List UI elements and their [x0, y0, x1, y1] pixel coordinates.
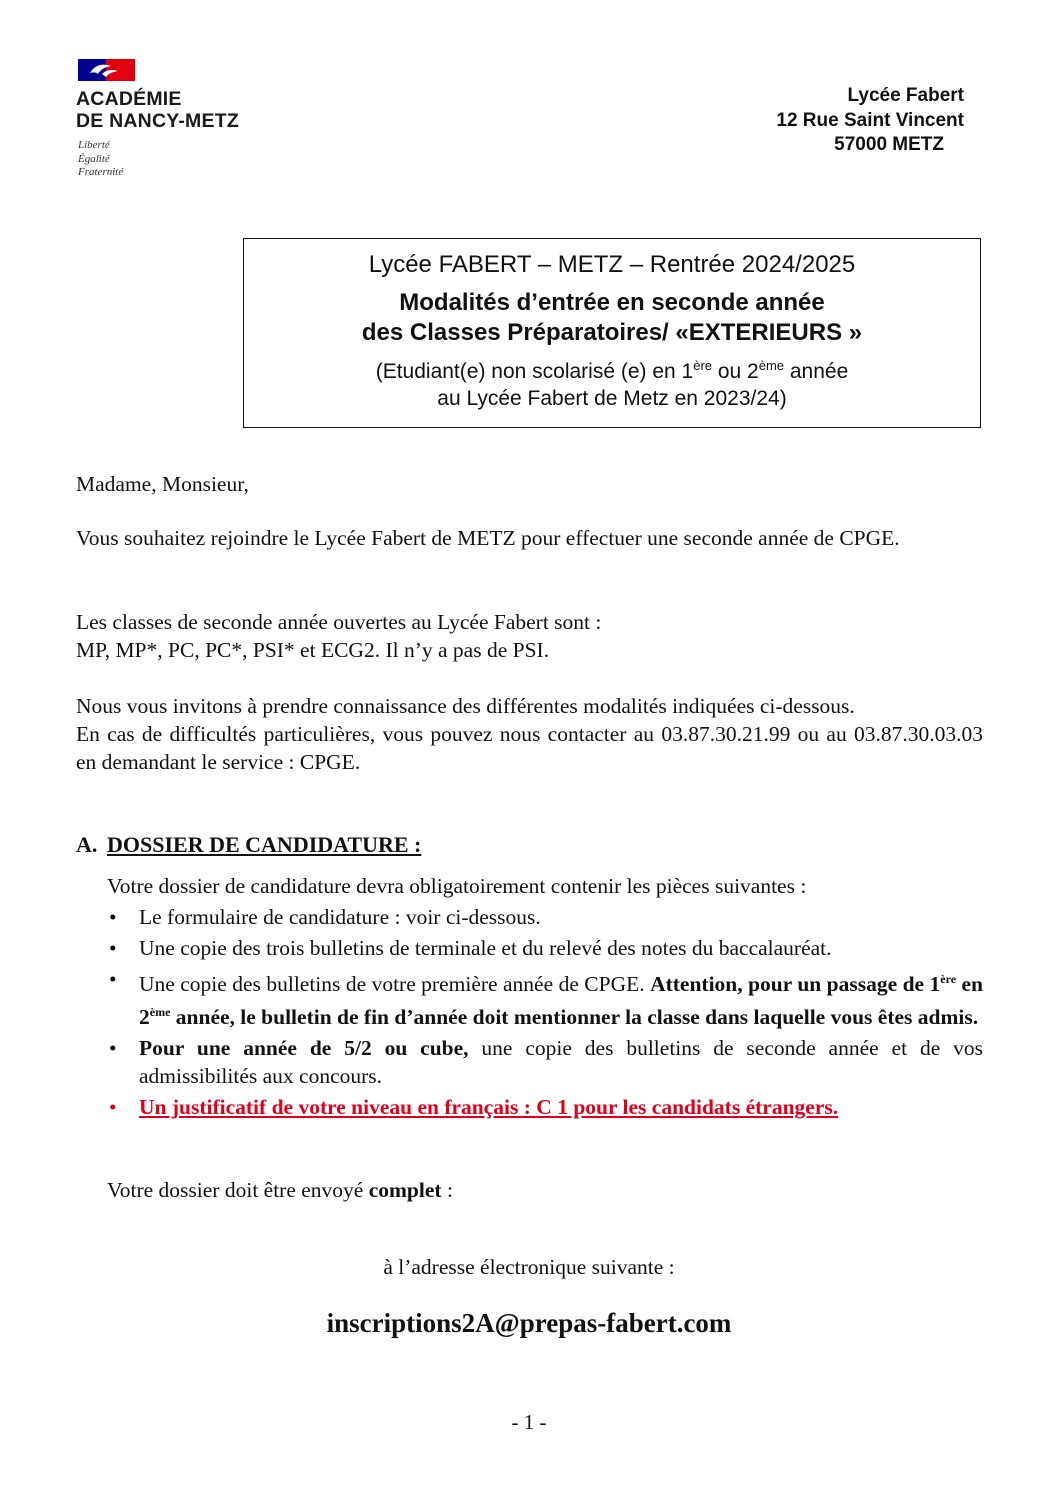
email-address[interactable]: inscriptions2A@prepas-fabert.com [326, 1308, 732, 1338]
bullet-icon: • [109, 1095, 117, 1120]
section-letter: A. [76, 832, 98, 857]
section-heading-text: DOSSIER DE CANDIDATURE : [107, 832, 422, 857]
logo-line-1: ACADÉMIE [76, 88, 182, 110]
address-street: 12 Rue Saint Vincent [776, 109, 964, 131]
list-item [107, 1034, 983, 1090]
page-number: - 1 - [511, 1410, 547, 1434]
item-text: une copie des bulletins de seconde année et de vos admissibilités aux concours. [139, 1036, 984, 1089]
section-a-intro: Votre dossier de candidature devra obligatoirement contenir les pièces suivantes : [107, 874, 807, 898]
bullet-icon: • [109, 905, 117, 929]
item-warning-c: année, le bulletin de fin d’année doit mentionner la classe dans laquelle vous êtes admis. [170, 1005, 979, 1030]
invite-line-2: En cas de difficultés particulières, vous pouvez nous contacter au 03.87.30.21.99 ou au 03.87.30.03.03 en demandant le service : CPGE. [76, 722, 983, 774]
item-sup-2: ème [149, 1005, 171, 1020]
marianne-flag-icon [78, 59, 135, 81]
send-end: : [441, 1178, 453, 1202]
title-main-line-1: Modalités d’entrée en seconde année [399, 289, 825, 316]
bullet-icon: • [109, 936, 117, 960]
invite-paragraph [76, 692, 983, 776]
item-text: Une copie des trois bulletins de terminale et du relevé des notes du baccalauréat. [139, 936, 832, 960]
item-warning-b: en 2 [139, 972, 983, 1030]
title-main-line-2: des Classes Préparatoires/ «EXTERIEURS » [361, 319, 863, 346]
title-box [243, 238, 981, 428]
invite-line-1: Nous vous invitons à prendre connaissance des différentes modalités indiquées ci-dessous. [76, 694, 855, 718]
item-sup-1: ère [940, 972, 957, 986]
subtitle-sup-2: ème [758, 358, 785, 373]
subtitle-text-c: année [784, 360, 849, 383]
subtitle-text-b: ou 2 [712, 360, 759, 383]
bullet-icon: • [109, 967, 117, 991]
subtitle-text-a: (Etudiant(e) non scolarisé (e) en 1 [375, 360, 694, 383]
document-title [244, 288, 980, 348]
section-a-heading [76, 831, 421, 859]
item-warning-a: Attention, pour un passage de 1 [650, 972, 941, 997]
title-year: Lycée FABERT – METZ – Rentrée 2024/2025 [368, 251, 856, 278]
logo-title [76, 88, 239, 132]
send-complete: complet [368, 1178, 442, 1202]
required-documents-list [107, 903, 983, 1124]
address-name: Lycée Fabert [847, 85, 964, 106]
bullet-icon: • [109, 1036, 117, 1061]
list-item [107, 934, 983, 962]
salutation: Madame, Monsieur, [76, 472, 249, 496]
send-instruction [107, 1176, 983, 1204]
send-text: Votre dossier doit être envoyé [107, 1178, 369, 1202]
motto-liberte: Liberté [78, 139, 110, 151]
item-bold-lead: Pour une année de 5/2 ou cube, [139, 1036, 469, 1061]
logo-motto [78, 139, 123, 180]
school-address [776, 84, 964, 158]
classes-line-1: Les classes de seconde année ouvertes au Lycée Fabert sont : [76, 610, 602, 634]
subtitle-line-1 [244, 352, 980, 385]
list-item [107, 965, 983, 1031]
address-city: 57000 METZ [834, 134, 944, 155]
email-label: à l’adresse électronique suivante : [383, 1255, 675, 1279]
motto-egalite: Égalité [78, 152, 110, 165]
list-item [107, 903, 983, 931]
logo-line-2: DE NANCY-METZ [76, 110, 239, 132]
french-level-requirement: Un justificatif de votre niveau en français : C 1 pour les candidats étrangers. [139, 1095, 839, 1120]
item-text: Une copie des bulletins de votre première année de CPGE. [139, 972, 651, 997]
item-text: Le formulaire de candidature : voir ci-dessous. [139, 905, 541, 929]
subtitle-sup-1: ère [693, 358, 713, 373]
classes-paragraph [76, 608, 983, 664]
classes-line-2: MP, MP*, PC, PC*, PSI* et ECG2. Il n’y a pas de PSI. [76, 638, 550, 662]
intro-paragraph: Vous souhaitez rejoindre le Lycée Fabert de METZ pour effectuer une seconde année de CPGE. [76, 526, 900, 550]
list-item [107, 1093, 983, 1121]
subtitle-line-2: au Lycée Fabert de Metz en 2023/24) [437, 387, 787, 410]
title-subtitle [244, 352, 980, 412]
academie-logo [70, 55, 290, 195]
motto-fraternite: Fraternité [78, 166, 124, 178]
